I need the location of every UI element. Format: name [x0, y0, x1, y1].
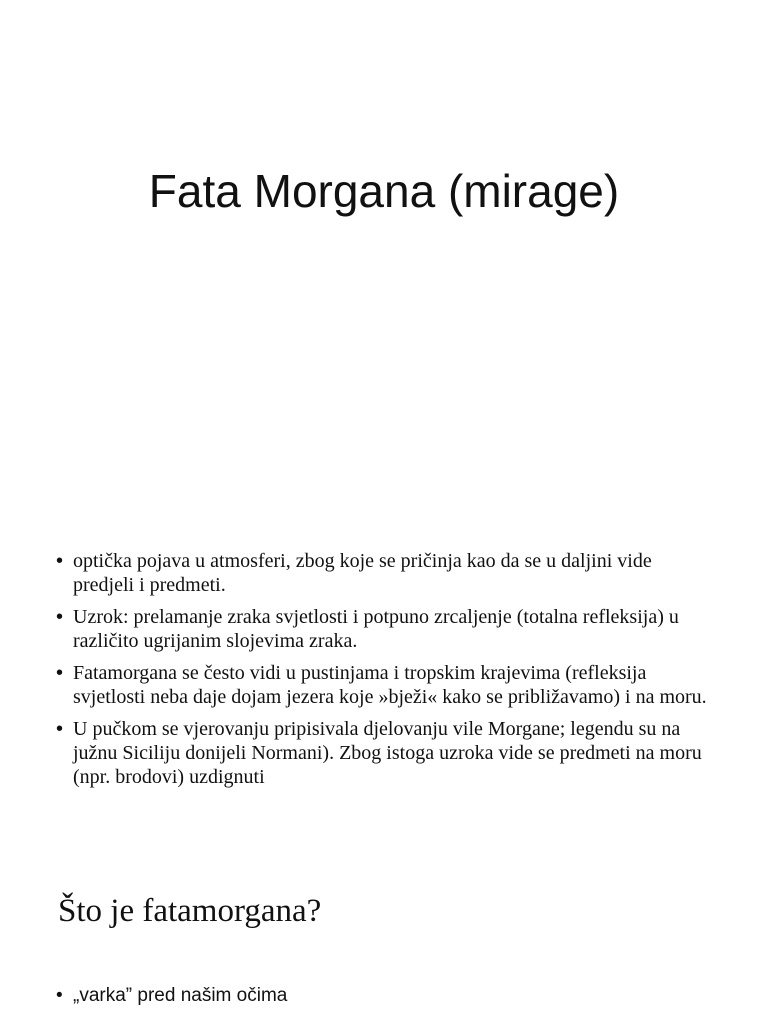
list-item: • U pučkom se vjerovanju pripisivala djelovanju vile Morgane; legendu su na južnu Siciliju donijeli Normani). Zbog istoga uzroka vide se predmeti na moru (npr. brodovi) uzdignuti: [56, 717, 716, 789]
list-item: • Fatamorgana se često vidi u pustinjama i tropskim krajevima (refleksija svjetlosti neba daje dojam jezera koje »bježi« kako se približavamo) i na moru.: [56, 661, 716, 709]
bullet-list: [56, 549, 716, 797]
section-heading: Što je fatamorgana?: [58, 893, 322, 929]
list-item: • Uzrok: prelamanje zraka svjetlosti i potpuno zrcaljenje (totalna refleksija) u različito ugrijanim slojevima zraka.: [56, 605, 716, 653]
section-bullet-list: [56, 983, 716, 1013]
list-item: • „varka” pred našim očima: [56, 983, 716, 1009]
list-item: • optička pojava u atmosferi, zbog koje se pričinja kao da se u daljini vide predjeli i predmeti.: [56, 549, 716, 597]
slide-title: Fata Morgana (mirage): [148, 165, 620, 217]
